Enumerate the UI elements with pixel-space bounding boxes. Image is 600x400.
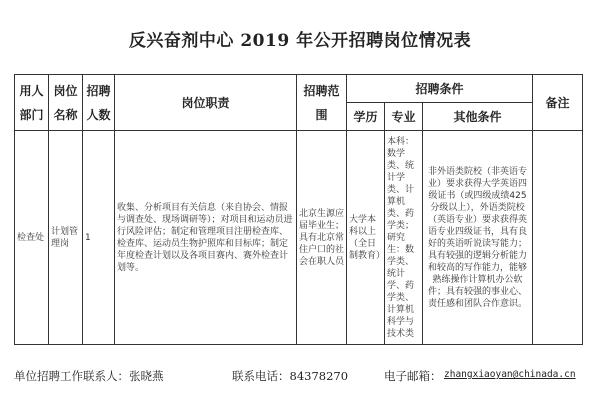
cell-scope: 北京生源应届毕业生；具有北京常住户口的社会在职人员 <box>297 131 347 345</box>
header-conditions: 招聘条件 <box>347 75 533 103</box>
header-remarks: 备注 <box>533 75 583 131</box>
recruitment-table <box>14 74 583 345</box>
header-scope: 招聘范围 <box>297 75 347 131</box>
cell-remarks <box>533 131 583 345</box>
email-link[interactable]: zhangxiaoyan@chinada.cn <box>444 369 576 380</box>
header-education: 学历 <box>347 103 385 131</box>
header-count: 招聘人数 <box>83 75 115 131</box>
table-row <box>15 131 583 345</box>
header-post-name: 岗位名称 <box>49 75 83 131</box>
header-major: 专业 <box>385 103 423 131</box>
header-other: 其他条件 <box>423 103 533 131</box>
contact-phone: 联系电话：84378270 <box>232 369 349 383</box>
email-label: 电子邮箱： <box>384 369 442 383</box>
cell-education: 大学本科以上（全日制教育） <box>347 131 385 345</box>
page-title: 反兴奋剂中心 2019 年公开招聘岗位情况表 <box>128 31 472 51</box>
cell-other: 非外语类院校（非英语专业）要求获得大学英语四级证书（或四级成绩425分级以上），外语类院校（英语专业）要求获得英语专业四级证书，具有良好的英语听说读写能力；具有较强的逻辑分析能力和较高的写作能力，能够熟练操作计算机办公软件；具有较强的事业心、责任感和团队合作意识。 <box>423 131 533 345</box>
header-duties: 岗位职责 <box>115 75 297 131</box>
cell-unit: 检查处 <box>15 131 49 345</box>
cell-duties: 收集、分析项目有关信息（来自协会、情报与调查处、现场调研等）；对项目和运动员进行风险评估；制定和管理项目注册检查库、检查库、运动员生物护照库和目标库；制定年度检查计划以及各项目赛内、赛外检查计划等。 <box>115 131 297 345</box>
cell-post-name: 计划管理岗 <box>49 131 83 345</box>
contact-person: 单位招聘工作联系人：张晓燕 <box>14 369 164 383</box>
header-unit: 用人部门 <box>15 75 49 131</box>
cell-major: 本科：数学类、统计学类、计算机类、药学类；研究生：数学类、统计学、药学类、计算机科学与技术类 <box>385 131 423 345</box>
cell-count: 1 <box>83 131 115 345</box>
